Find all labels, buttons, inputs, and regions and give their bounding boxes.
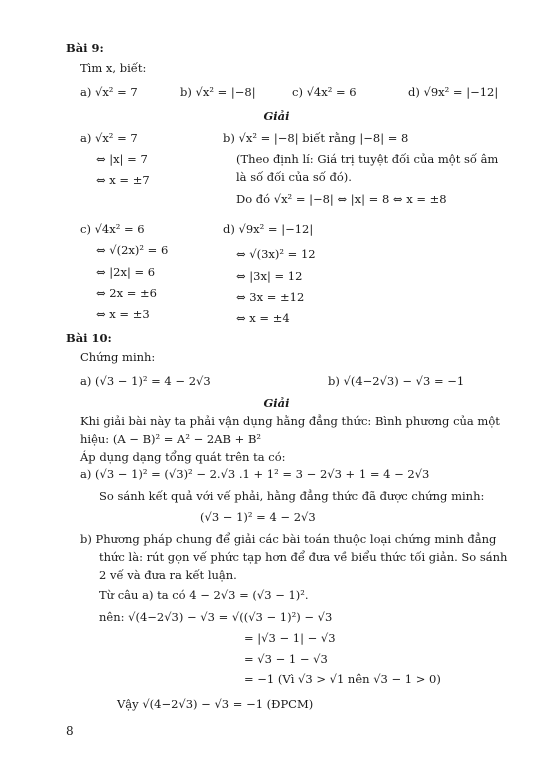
- bai9-item-c: c) √4x² = 6: [292, 85, 357, 99]
- bai9-giai-heading: Giải: [263, 109, 290, 123]
- sol-a-line-3: ⇔ x = ±7: [96, 173, 150, 187]
- sol-d-line-5: ⇔ x = ±4: [236, 311, 290, 325]
- sol-d-line-2: ⇔ √(3x)² = 12: [236, 247, 316, 261]
- bai10-nen: nên: √(4−2√3) − √3 = √((√3 − 1)²) − √3: [99, 610, 333, 624]
- bai9-item-a: a) √x² = 7: [80, 85, 138, 99]
- sol-b-line-2: (Theo định lí: Giá trị tuyệt đối của một số âm: [236, 152, 499, 166]
- bai9-title: Bài 9:: [66, 41, 104, 55]
- sol-c-line-1: c) √4x² = 6: [80, 222, 145, 236]
- sol-b-line-4: Do đó √x² = |−8| ⇔ |x| = 8 ⇔ x = ±8: [236, 192, 447, 206]
- bai10-step-2: = √3 − 1 − √3: [244, 652, 328, 666]
- sol-a-line-2: ⇔ |x| = 7: [96, 152, 148, 166]
- sol-c-line-3: ⇔ |2x| = 6: [96, 265, 156, 279]
- sol-c-line-2: ⇔ √(2x)² = 6: [96, 243, 169, 257]
- bai10-item-a: a) (√3 − 1)² = 4 − 2√3: [80, 374, 211, 388]
- bai10-a-line: a) (√3 − 1)² = (√3)² − 2.√3 .1 + 1² = 3 − 2√3 + 1 = 4 − 2√3: [80, 467, 430, 481]
- sol-d-line-3: ⇔ |3x| = 12: [236, 269, 303, 283]
- page-number: 8: [66, 724, 74, 738]
- bai9-item-d: d) √9x² = |−12|: [408, 85, 499, 99]
- bai10-title: Bài 10:: [66, 331, 112, 345]
- sol-d-line-1: d) √9x² = |−12|: [223, 222, 314, 236]
- bai10-a-result: (√3 − 1)² = 4 − 2√3: [200, 510, 316, 524]
- bai9-item-b: b) √x² = |−8|: [180, 85, 256, 99]
- bai10-step-1: = |√3 − 1| − √3: [244, 631, 336, 645]
- sol-c-line-5: ⇔ x = ±3: [96, 307, 150, 321]
- sol-d-line-4: ⇔ 3x = ±12: [236, 290, 305, 304]
- bai10-from-a: Từ câu a) ta có 4 − 2√3 = (√3 − 1)².: [99, 588, 309, 602]
- bai10-prompt: Chứng minh:: [80, 350, 156, 364]
- bai10-step-3: = −1 (Vì √3 > √1 nên √3 − 1 > 0): [244, 672, 441, 686]
- bai10-apply: Áp dụng dạng tổng quát trên ta có:: [80, 450, 286, 464]
- bai10-b-line-1: b) Phương pháp chung để giải các bài toán thuộc loại chứng minh đẳng: [80, 532, 497, 546]
- sol-b-line-1: b) √x² = |−8| biết rằng |−8| = 8: [223, 131, 409, 145]
- bai10-conclusion: Vậy √(4−2√3) − √3 = −1 (ĐPCM): [117, 697, 314, 711]
- bai10-item-b: b) √(4−2√3) − √3 = −1: [328, 374, 465, 388]
- bai10-giai-heading: Giải: [263, 396, 290, 410]
- sol-a-line-1: a) √x² = 7: [80, 131, 138, 145]
- sol-b-line-3: là số đối của số đó).: [236, 170, 352, 184]
- bai10-compare: So sánh kết quả với vế phải, hằng đẳng thức đã được chứng minh:: [99, 489, 485, 503]
- bai10-b-line-3: 2 vế và đưa ra kết luận.: [99, 568, 237, 582]
- bai10-b-line-2: thức là: rút gọn vế phức tạp hơn để đưa về biểu thức tối giản. So sánh: [99, 550, 508, 564]
- bai10-intro-2: hiệu: (A − B)² = A² − 2AB + B²: [80, 432, 262, 446]
- bai10-intro-1: Khi giải bài này ta phải vận dụng hằng đẳng thức: Bình phương của một: [80, 414, 500, 428]
- bai9-prompt: Tìm x, biết:: [80, 61, 147, 75]
- sol-c-line-4: ⇔ 2x = ±6: [96, 286, 157, 300]
